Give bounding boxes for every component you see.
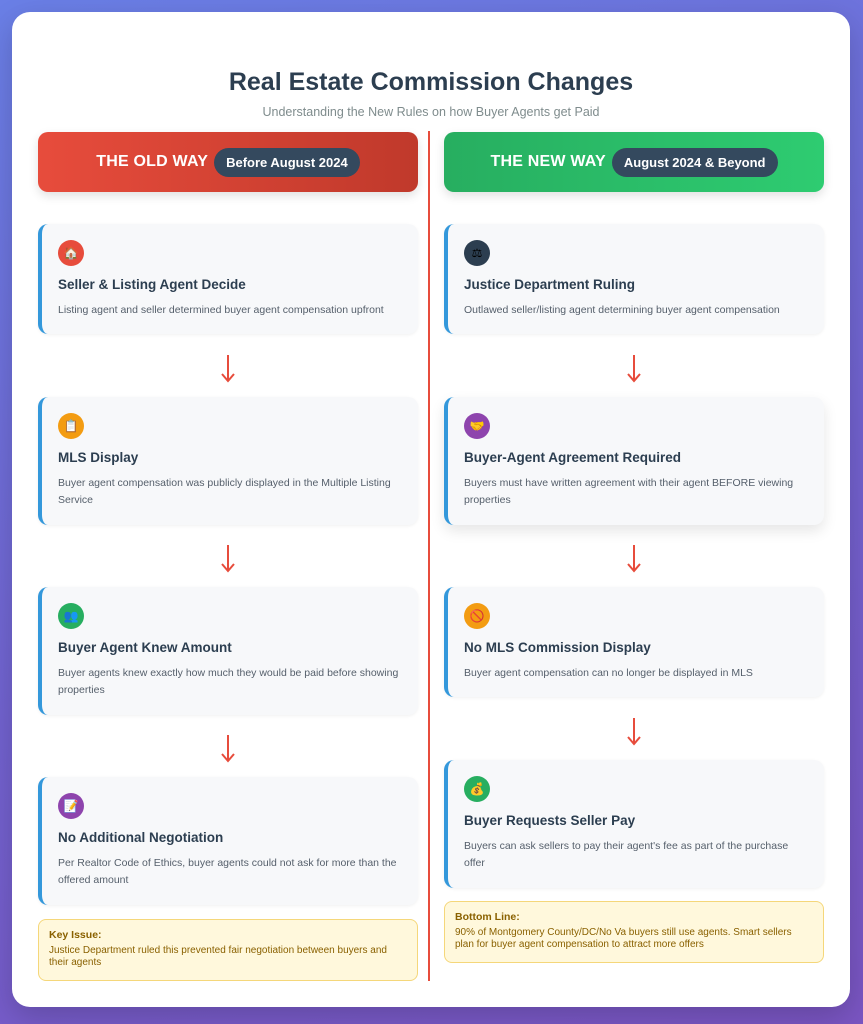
new-way-badge: August 2024 & Beyond xyxy=(612,148,778,177)
key-issue-label: Key Issue: xyxy=(49,929,102,941)
prohibited-icon: 🚫 xyxy=(464,603,490,629)
column-divider xyxy=(428,131,430,981)
house-icon: 🏠 xyxy=(58,240,84,266)
old-arrow-2 xyxy=(38,544,418,578)
new-step-4-desc: Buyers can ask sellers to pay their agent's fee as part of the purchase offer xyxy=(464,840,789,869)
new-arrow-2 xyxy=(444,544,824,578)
old-arrow-3 xyxy=(38,734,418,768)
bottom-line-note xyxy=(444,901,824,963)
arrow-down-icon xyxy=(220,734,236,764)
clipboard-icon: 📋 xyxy=(58,413,84,439)
new-way-label: THE NEW WAY xyxy=(490,153,606,170)
new-arrow-3 xyxy=(444,717,824,751)
page-subtitle: Understanding the New Rules on how Buyer Agents get Paid xyxy=(262,105,600,119)
page-title: Real Estate Commission Changes xyxy=(228,68,634,96)
key-issue-text: Justice Department ruled this prevented fair negotiation between buyers and their agents xyxy=(49,945,387,968)
arrow-down-icon xyxy=(220,544,236,574)
money-bag-icon: 💰 xyxy=(464,776,490,802)
old-step-4 xyxy=(38,777,418,905)
old-step-3-title: Buyer Agent Knew Amount xyxy=(58,640,232,655)
scales-icon: ⚖ xyxy=(464,240,490,266)
bottom-line-label: Bottom Line: xyxy=(455,911,520,923)
arrow-down-icon xyxy=(220,354,236,384)
handshake-icon: 🤝 xyxy=(464,413,490,439)
old-way-badge: Before August 2024 xyxy=(214,148,360,177)
old-step-1-title: Seller & Listing Agent Decide xyxy=(58,277,246,292)
arrow-down-icon xyxy=(626,544,642,574)
new-arrow-1 xyxy=(444,354,824,388)
new-step-4 xyxy=(444,760,824,888)
old-way-header xyxy=(38,132,418,192)
bottom-line-text: 90% of Montgomery County/DC/No Va buyers still use agents. Smart sellers plan for buyer agent compensation to attract more offers xyxy=(455,927,792,950)
old-arrow-1 xyxy=(38,354,418,388)
old-step-1 xyxy=(38,224,418,334)
memo-icon: 📝 xyxy=(58,793,84,819)
old-step-1-desc: Listing agent and seller determined buyer agent compensation upfront xyxy=(58,304,384,316)
old-step-2-title: MLS Display xyxy=(58,450,139,465)
new-step-3-title: No MLS Commission Display xyxy=(464,640,651,655)
new-step-1-desc: Outlawed seller/listing agent determining buyer agent compensation xyxy=(464,304,780,316)
new-step-4-title: Buyer Requests Seller Pay xyxy=(464,813,636,828)
arrow-down-icon xyxy=(626,354,642,384)
infographic-card xyxy=(12,12,850,1007)
new-step-2 xyxy=(444,397,824,525)
arrow-down-icon xyxy=(626,717,642,747)
key-issue-note xyxy=(38,919,418,981)
old-way-label: THE OLD WAY xyxy=(96,153,209,170)
old-step-2 xyxy=(38,397,418,525)
people-icon: 👥 xyxy=(58,603,84,629)
old-step-3 xyxy=(38,587,418,715)
old-step-3-desc: Buyer agents knew exactly how much they would be paid before showing properties xyxy=(58,667,399,696)
old-step-4-desc: Per Realtor Code of Ethics, buyer agents could not ask for more than the offered amount xyxy=(58,857,397,886)
new-step-1 xyxy=(444,224,824,334)
new-step-3-desc: Buyer agent compensation can no longer be displayed in MLS xyxy=(464,667,753,679)
new-step-1-title: Justice Department Ruling xyxy=(464,277,636,292)
new-way-header xyxy=(444,132,824,192)
new-step-2-title: Buyer-Agent Agreement Required xyxy=(464,450,682,465)
new-step-2-desc: Buyers must have written agreement with their agent BEFORE viewing properties xyxy=(464,477,794,506)
new-step-3 xyxy=(444,587,824,697)
old-step-2-desc: Buyer agent compensation was publicly displayed in the Multiple Listing Service xyxy=(58,477,391,506)
old-step-4-title: No Additional Negotiation xyxy=(58,830,224,845)
